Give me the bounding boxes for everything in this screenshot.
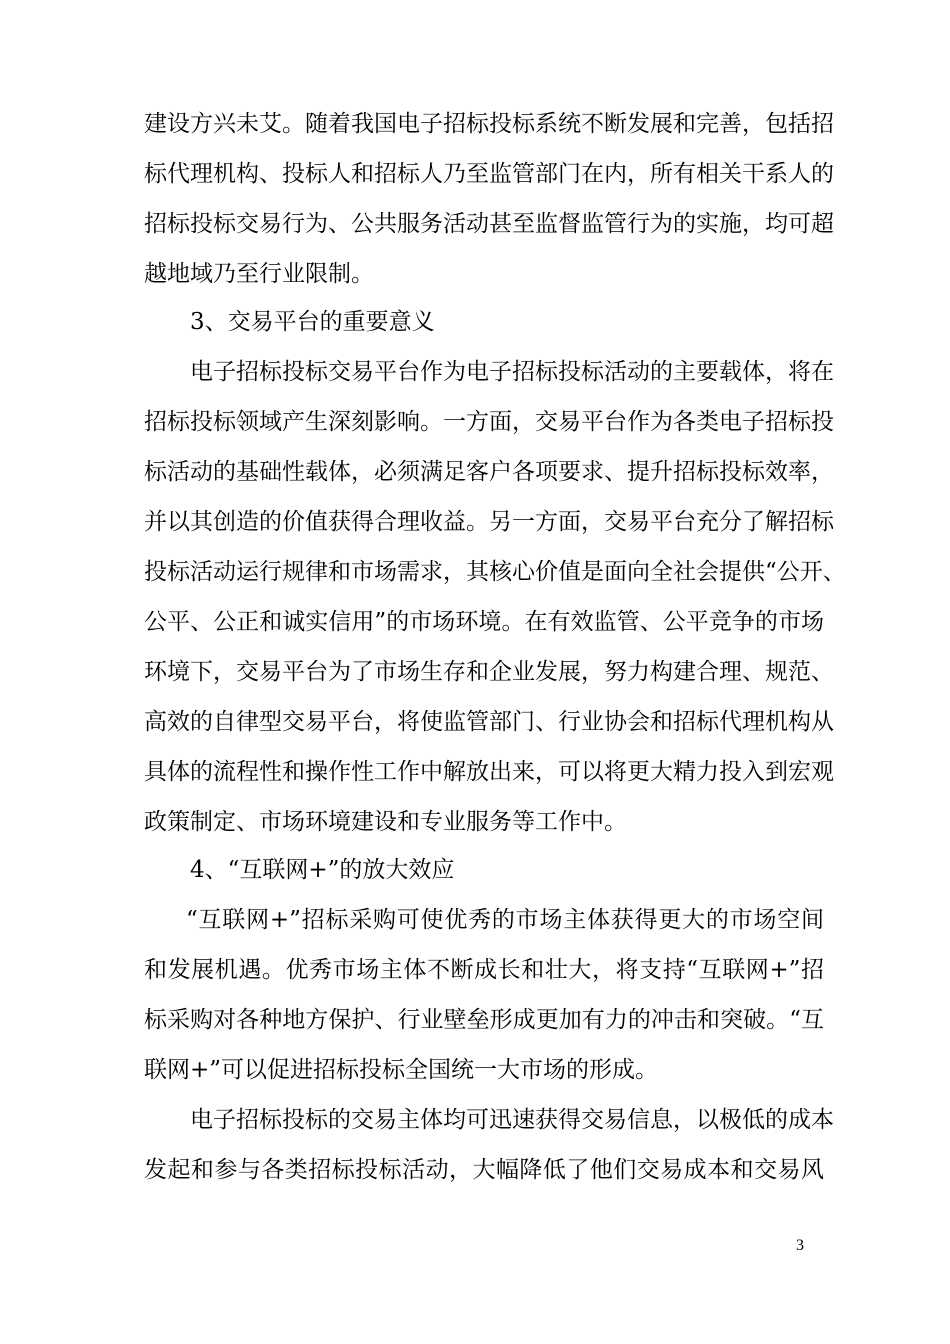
paragraph-line: 政策制定、市场环境建设和专业服务等工作中。 xyxy=(144,809,627,835)
paragraph-line: 越地域乃至行业限制。 xyxy=(144,261,374,287)
section-heading: 3、交易平台的重要意义 xyxy=(190,309,435,335)
paragraph-line: 招标投标交易行为、公共服务活动甚至监督监管行为的实施，均可超 xyxy=(144,211,834,237)
paragraph-line: 联网+”可以促进招标投标全国统一大市场的形成。 xyxy=(144,1057,659,1083)
page-number: 3 xyxy=(796,1237,804,1254)
paragraph-line: 环境下，交易平台为了市场生存和企业发展，努力构建合理、规范、 xyxy=(144,659,834,685)
paragraph-line: 建设方兴未艾。随着我国电子招标投标系统不断发展和完善，包括招 xyxy=(144,111,834,137)
paragraph-line: 标代理机构、投标人和招标人乃至监管部门在内，所有相关干系人的 xyxy=(144,161,834,187)
paragraph-line: 投标活动运行规律和市场需求，其核心价值是面向全社会提供“公开、 xyxy=(144,559,846,585)
paragraph-line: 具体的流程性和操作性工作中解放出来，可以将更大精力投入到宏观 xyxy=(144,759,834,785)
paragraph-line: 招标投标领域产生深刻影响。一方面，交易平台作为各类电子招标投 xyxy=(144,409,834,435)
section-heading: 4、“互联网+”的放大效应 xyxy=(190,857,455,883)
paragraph-line: 公平、公正和诚实信用”的市场环境。在有效监管、公平竞争的市场 xyxy=(144,609,824,635)
paragraph-line: 电子招标投标的交易主体均可迅速获得交易信息，以极低的成本 xyxy=(190,1107,834,1133)
paragraph-line: “互联网+”招标采购可使优秀的市场主体获得更大的市场空间 xyxy=(186,907,824,933)
paragraph-line: 电子招标投标交易平台作为电子招标投标活动的主要载体，将在 xyxy=(190,359,834,385)
paragraph-line: 高效的自律型交易平台，将使监管部门、行业协会和招标代理机构从 xyxy=(144,709,834,735)
paragraph-line: 发起和参与各类招标投标活动，大幅降低了他们交易成本和交易风 xyxy=(144,1157,824,1183)
paragraph-line: 标采购对各种地方保护、行业壁垒形成更加有力的冲击和突破。“互 xyxy=(144,1007,824,1033)
paragraph-line: 和发展机遇。优秀市场主体不断成长和壮大，将支持“互联网+”招 xyxy=(144,957,824,983)
paragraph-line: 并以其创造的价值获得合理收益。另一方面，交易平台充分了解招标 xyxy=(144,509,834,535)
paragraph-line: 标活动的基础性载体，必须满足客户各项要求、提升招标投标效率， xyxy=(144,459,834,485)
